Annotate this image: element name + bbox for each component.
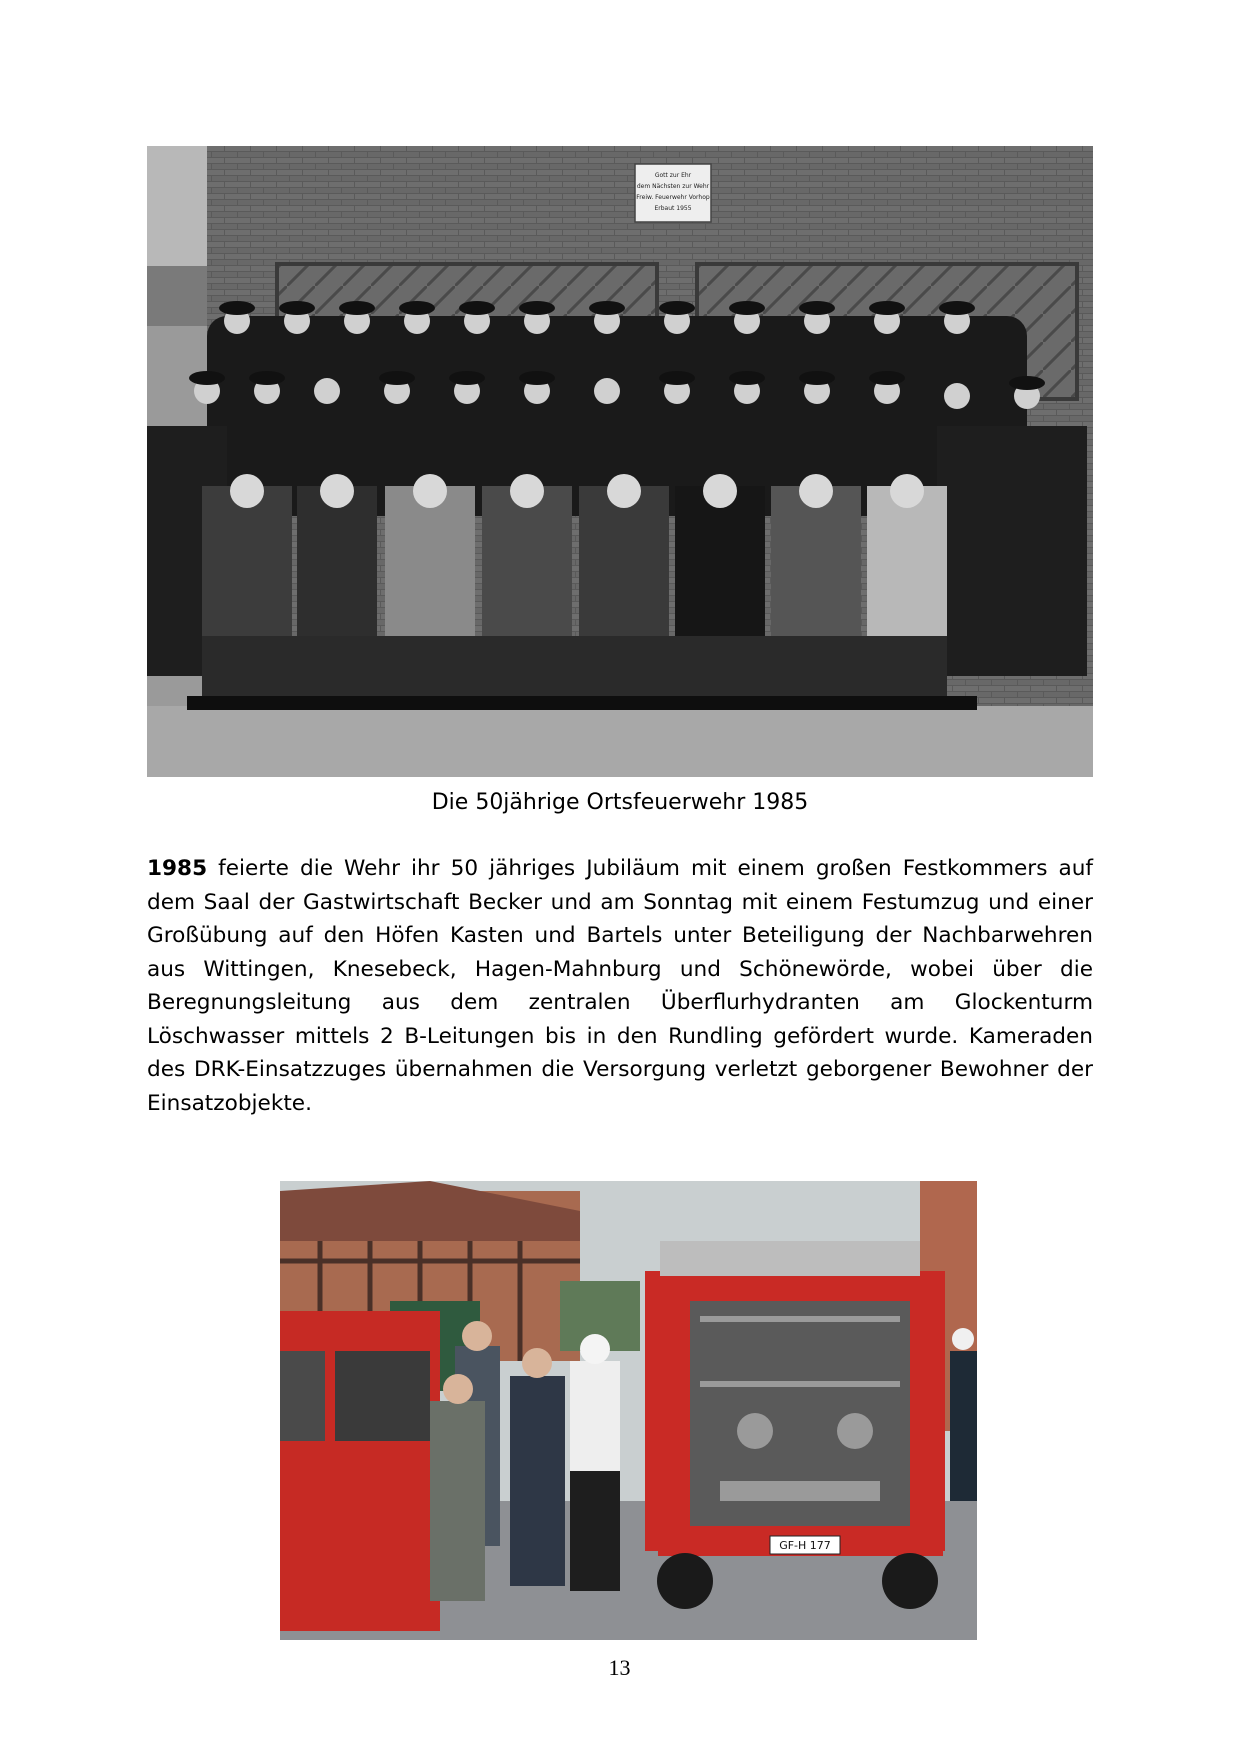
- page-number: 13: [608, 1655, 631, 1680]
- license-plate: GF-H 177: [779, 1539, 831, 1552]
- photo-caption: Die 50jährige Ortsfeuerwehr 1985: [431, 790, 809, 815]
- color-photo-drawing: [280, 1181, 977, 1640]
- sign-line-4: Erbaut 1955: [654, 205, 692, 212]
- group-photo-fire-brigade: [147, 146, 1093, 777]
- year-highlight: 1985: [147, 856, 208, 881]
- body-paragraph: [147, 852, 1093, 1120]
- sign-line-3: Freiw. Feuerwehr Vorhop: [636, 194, 710, 201]
- sign-line-2: dem Nächsten zur Wehr: [636, 183, 710, 190]
- sign-line-1: Gott zur Ehr: [654, 172, 692, 179]
- color-photo-fire-trucks: [280, 1181, 977, 1640]
- group-photo-drawing: [147, 146, 1093, 777]
- paragraph-text: feierte die Wehr ihr 50 jähriges Jubiläum mit einem großen Festkommers auf dem Saal der Gastwirtschaft Becker und am Sonntag mit einem Festumzug und einer Großübung auf den Höfen Kasten und Bartels unter Beteiligung der Nachbarwehren aus Wittingen, Knesebeck, Hagen-Mahnburg und Schönewörde, wobei über die Beregnungsleitung aus dem zentralen Überflurhydranten am Glockenturm Löschwasser mittels 2 B-Leitungen bis in den Rundling gefördert wurde. Kameraden des DRK-Einsatzzuges übernahmen die Versorgung verletzt geborgener Bewohner der Einsatzobjekte.: [147, 856, 1093, 1116]
